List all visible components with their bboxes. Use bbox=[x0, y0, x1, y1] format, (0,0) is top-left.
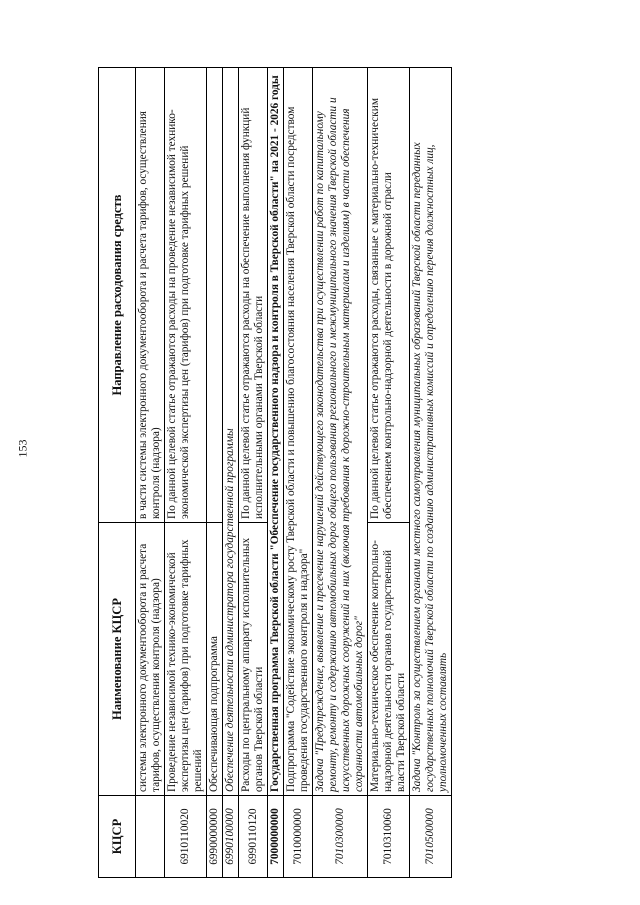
cell-direction: в части системы электронного документооборота и расчета тарифов, осуществления контроля (надзора) bbox=[136, 68, 165, 523]
table-row bbox=[239, 68, 268, 878]
cell-name: Государственная программа Тверской области "Обеспечение государственного надзора и контроля в Тверской области" на 2021 - 2026 годы bbox=[268, 68, 284, 796]
header-direction: Направление расходования средств bbox=[99, 68, 136, 523]
table-row bbox=[223, 68, 239, 878]
kcsr-table bbox=[98, 67, 452, 878]
cell-code: 7010000000 bbox=[284, 796, 313, 878]
cell-code: 6990110120 bbox=[239, 796, 268, 878]
cell-name: Задача "Предупреждение, выявление и пресечение нарушений действующего законодательства при осуществлении работ по капитальному ремонту, ремонту и содержанию автомобильных дорог общего пользования регионального и межмуниципального значения Тверской области и искусственных дорожных сооружений на них (включая требования к дорожно-строительным материалам и изделиям) в части обеспечения сохранности автомобильных дорог" bbox=[313, 68, 368, 796]
cell-code: 6990000000 bbox=[207, 796, 223, 878]
cell-name: Обеспечивающая подпрограмма bbox=[207, 523, 223, 796]
table-row bbox=[268, 68, 284, 878]
header-name: Наименование КЦСР bbox=[99, 523, 136, 796]
rotated-table-container bbox=[98, 68, 452, 878]
table-row bbox=[165, 68, 207, 878]
cell-name: Материально-техническое обеспечение контрольно-надзорной деятельности органов государственной власти Тверской области bbox=[368, 523, 410, 796]
cell-code: 6990100000 bbox=[223, 796, 239, 878]
table-row bbox=[284, 68, 313, 878]
cell-code: 6910110020 bbox=[165, 796, 207, 878]
table-row bbox=[410, 68, 452, 878]
table-row bbox=[368, 68, 410, 878]
cell-name: Обеспечение деятельности администратора государственной программы bbox=[223, 68, 239, 796]
table-body bbox=[136, 68, 452, 878]
cell-direction: По данной целевой статье отражаются расходы на проведение независимой технико-экономической экспертизы цен (тарифов) при подготовке тарифных решений bbox=[165, 68, 207, 523]
cell-code: 7010300000 bbox=[313, 796, 368, 878]
table-row bbox=[207, 68, 223, 878]
cell-name: Расходы по центральному аппарату исполнительных органов Тверской области bbox=[239, 523, 268, 796]
cell-name: Проведение независимой технико-экономической экспертизы цен (тарифов) при подготовке тарифных решений bbox=[165, 523, 207, 796]
table-row bbox=[313, 68, 368, 878]
cell-code bbox=[136, 796, 165, 878]
cell-direction bbox=[207, 68, 223, 523]
cell-code: 7000000000 bbox=[268, 796, 284, 878]
cell-direction: По данной целевой статье отражаются расходы на обеспечение выполнения функций исполнительными органами Тверской области bbox=[239, 68, 268, 523]
cell-name: системы электронного документооборота и расчета тарифов, осуществления контроля (надзора) bbox=[136, 523, 165, 796]
cell-code: 7010310060 bbox=[368, 796, 410, 878]
header-code: КЦСР bbox=[99, 796, 136, 878]
cell-name: Подпрограмма "Содействие экономическому росту Тверской области и повышению благосостояния населения Тверской области посредством проведения государственного контроля и надзора" bbox=[284, 68, 313, 796]
cell-direction: По данной целевой статье отражаются расходы, связанные с материально-техническим обеспечением контрольно-надзорной деятельности в дорожной отрасли bbox=[368, 68, 410, 523]
cell-code: 7010500000 bbox=[410, 796, 452, 878]
table-header-row bbox=[99, 68, 136, 878]
cell-name: Задача "Контроль за осуществлением органами местного самоуправления муниципальных образований Тверской области переданных государственных полномочий Тверской области по созданию административных комиссий и определению перечня должностных лиц, уполномоченных составлять bbox=[410, 68, 452, 796]
table-row bbox=[136, 68, 165, 878]
page-number: 153 bbox=[15, 439, 30, 458]
